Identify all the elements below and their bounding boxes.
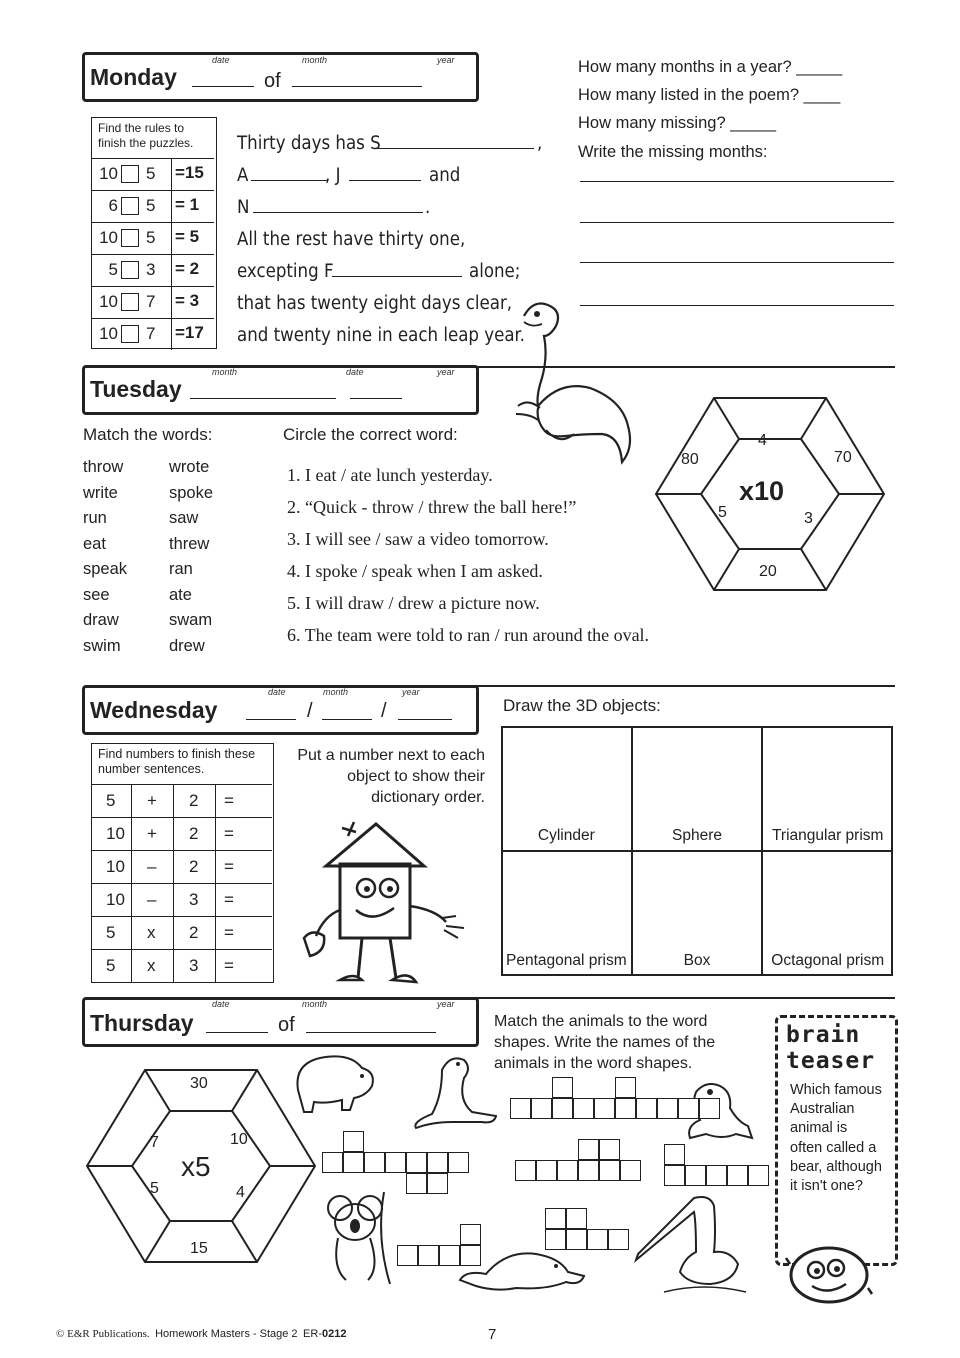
poem-line-7: and twenty nine in each leap year. xyxy=(237,325,525,346)
word-shape-letter-box[interactable] xyxy=(557,1160,578,1181)
word-shape-letter-box[interactable] xyxy=(578,1139,599,1160)
numbers-op: – xyxy=(147,857,157,876)
rules-result: = 1 xyxy=(175,195,200,214)
missing-month-line-1[interactable] xyxy=(580,181,894,182)
thursday-month-label: month xyxy=(302,999,328,1009)
word-shape-letter-box[interactable] xyxy=(578,1160,599,1181)
circle-word-sentence[interactable]: 2. “Quick - throw / threw the ball here!” xyxy=(287,497,577,517)
word-shape-letter-box[interactable] xyxy=(439,1245,460,1266)
rules-result: =17 xyxy=(175,323,204,342)
numbers-eq: = xyxy=(224,923,234,942)
numbers-b: 3 xyxy=(189,956,199,975)
numbers-op: x xyxy=(147,923,156,942)
wednesday-year-field[interactable] xyxy=(398,703,452,720)
footer-series: Homework Masters - Stage 2 xyxy=(155,1328,298,1340)
word-shape-letter-box[interactable] xyxy=(418,1245,439,1266)
numbers-op: x xyxy=(147,956,156,975)
word-shape-letter-box[interactable] xyxy=(536,1160,557,1181)
word-shape-letter-box[interactable] xyxy=(322,1152,343,1173)
word-shape-letter-box[interactable] xyxy=(599,1160,620,1181)
question-months-missing: How many missing? _____ xyxy=(578,114,777,132)
thursday-title: Thursday xyxy=(90,1010,194,1036)
match-word-right[interactable]: swam xyxy=(169,611,213,629)
word-shape-letter-box[interactable] xyxy=(427,1173,448,1194)
footer-code-prefix: ER- xyxy=(303,1328,322,1340)
monday-date-label: date xyxy=(212,55,230,65)
tuesday-hex-right-top: 70 xyxy=(834,449,852,466)
match-word-left[interactable]: eat xyxy=(83,534,106,553)
word-shape-letter-box[interactable] xyxy=(664,1165,685,1186)
numbers-op: – xyxy=(147,890,157,909)
circle-word-title: Circle the correct word: xyxy=(283,425,458,444)
numbers-a: 10 xyxy=(106,890,125,909)
poem-line-2-a: A xyxy=(237,165,249,186)
rules-operand-a: 5 xyxy=(108,260,118,279)
thursday-year-label: year xyxy=(437,999,455,1009)
word-shape-letter-box[interactable] xyxy=(699,1098,720,1119)
word-shape-letter-box[interactable] xyxy=(587,1229,608,1250)
match-word-left[interactable]: run xyxy=(83,509,107,527)
wednesday-slash-2: / xyxy=(381,700,387,722)
numbers-eq: = xyxy=(224,824,234,843)
poem-line-6: that has twenty eight days clear, xyxy=(237,293,513,314)
numbers-b: 2 xyxy=(189,791,199,810)
tuesday-hex-bottom: 20 xyxy=(759,563,777,580)
word-shape-letter-box[interactable] xyxy=(406,1173,427,1194)
thursday-date-label: date xyxy=(212,999,230,1009)
numbers-answer-field[interactable] xyxy=(240,889,268,909)
circle-word-sentence[interactable]: 1. I eat / ate lunch yesterday. xyxy=(287,465,493,485)
draw-3d-label: Cylinder xyxy=(537,827,595,844)
word-shape-letter-box[interactable] xyxy=(545,1229,566,1250)
word-shape-letter-box[interactable] xyxy=(748,1165,769,1186)
tuesday-date-field[interactable] xyxy=(350,382,402,399)
brain-teaser-title-1: brain xyxy=(786,1022,861,1048)
dictionary-instructions: Put a number next to each object to show their dictionary order. xyxy=(297,747,485,806)
word-shape-letter-box[interactable] xyxy=(364,1152,385,1173)
numbers-a: 5 xyxy=(106,791,116,810)
poem-line-2-and: and xyxy=(429,165,461,186)
word-shape-letter-box[interactable] xyxy=(566,1208,587,1229)
word-shape-letter-box[interactable] xyxy=(599,1139,620,1160)
circle-word-sentence[interactable]: 3. I will see / saw a video tomorrow. xyxy=(287,529,549,549)
wednesday-divider xyxy=(475,685,895,687)
rules-operand-b: 5 xyxy=(146,164,156,183)
word-shape-letter-box[interactable] xyxy=(531,1098,552,1119)
thursday-hex-center: x5 xyxy=(181,1151,211,1182)
rules-operand-b: 5 xyxy=(146,228,156,247)
poem-line-5-a: excepting F xyxy=(237,261,334,282)
numbers-op: + xyxy=(147,824,157,843)
page-number: 7 xyxy=(488,1326,497,1343)
poem-blank-november[interactable] xyxy=(253,212,423,213)
word-shape-letter-box[interactable] xyxy=(636,1098,657,1119)
thursday-date-field[interactable] xyxy=(206,1016,268,1033)
match-word-right[interactable]: drew xyxy=(169,636,205,655)
numbers-eq: = xyxy=(224,956,234,975)
dinosaur-illustration xyxy=(510,296,650,466)
match-words-title: Match the words: xyxy=(83,425,213,444)
word-shape-letter-box[interactable] xyxy=(573,1098,594,1119)
rules-result: =15 xyxy=(175,163,204,182)
word-shape-letter-box[interactable] xyxy=(615,1098,636,1119)
footer-copyright-text: © E&R Publications. xyxy=(56,1328,150,1340)
animals-instructions: Match the animals to the word shapes. Write the names of the animals in the word shapes. xyxy=(494,1013,716,1072)
rules-operator-box[interactable] xyxy=(121,261,139,279)
match-word-right[interactable]: ate xyxy=(169,585,192,604)
rules-operand-a: 6 xyxy=(108,196,118,215)
tuesday-hex-left: 5 xyxy=(718,504,727,521)
numbers-answer-field[interactable] xyxy=(240,790,268,810)
numbers-b: 2 xyxy=(189,923,199,942)
wombat-illustration xyxy=(290,1050,380,1116)
match-word-right[interactable]: saw xyxy=(169,509,199,527)
brain-teaser-title-2: teaser xyxy=(786,1048,876,1074)
rules-result: = 5 xyxy=(175,227,200,246)
poem-line-1: Thirty days has S xyxy=(237,133,381,154)
thursday-hex-bottom: 15 xyxy=(190,1240,208,1257)
poem xyxy=(237,128,557,352)
word-shape-letter-box[interactable] xyxy=(343,1152,364,1173)
numbers-eq: = xyxy=(224,791,234,810)
draw-3d-label: Triangular prism xyxy=(772,827,884,844)
numbers-b: 2 xyxy=(189,857,199,876)
wednesday-month-field[interactable] xyxy=(322,703,372,720)
rules-result: = 2 xyxy=(175,259,200,278)
match-word-left[interactable]: speak xyxy=(83,560,128,578)
thursday-hex-top: 30 xyxy=(190,1075,208,1092)
rules-operand-a: 10 xyxy=(99,228,118,247)
rules-operator-box[interactable] xyxy=(121,165,139,183)
thursday-hex-right-top: 10 xyxy=(230,1131,248,1148)
seal-illustration xyxy=(402,1052,502,1132)
word-shape-letter-box[interactable] xyxy=(427,1152,448,1173)
poem-line-2-j: , J xyxy=(325,165,341,186)
word-shape-letter-box[interactable] xyxy=(657,1098,678,1119)
word-shape-letter-box[interactable] xyxy=(620,1160,641,1181)
tuesday-hex-right: 3 xyxy=(804,510,813,527)
tuesday-hex-center: x10 xyxy=(739,476,785,506)
numbers-instructions: Find numbers to finish these number sentences. xyxy=(98,747,256,776)
tuesday-month-label: month xyxy=(212,367,238,377)
word-shape-letter-box[interactable] xyxy=(566,1229,587,1250)
missing-month-line-2[interactable] xyxy=(580,222,894,223)
monday-year-label: year xyxy=(437,55,455,65)
numbers-b: 2 xyxy=(189,824,199,843)
numbers-eq: = xyxy=(224,890,234,909)
draw-3d-label: Box xyxy=(683,952,711,969)
tuesday-year-label: year xyxy=(437,367,455,377)
match-word-left[interactable]: draw xyxy=(83,611,119,629)
rules-operand-a: 10 xyxy=(99,164,118,183)
thursday-month-field[interactable] xyxy=(306,1016,436,1033)
poem-blank-september[interactable] xyxy=(374,148,534,149)
word-shape-letter-box[interactable] xyxy=(343,1131,364,1152)
word-shape-letter-box[interactable] xyxy=(460,1245,481,1266)
rules-operator-box[interactable] xyxy=(121,293,139,311)
poem-line-3-stop: . xyxy=(425,197,431,218)
match-word-left[interactable]: write xyxy=(83,483,118,502)
word-shape-letter-box[interactable] xyxy=(706,1165,727,1186)
word-shape-letter-box[interactable] xyxy=(545,1208,566,1229)
word-shape-letter-box[interactable] xyxy=(406,1152,427,1173)
word-shape-letter-box[interactable] xyxy=(608,1229,629,1250)
monday-of-label: of xyxy=(264,70,281,92)
pelican-illustration xyxy=(634,1192,764,1302)
tuesday-date-label: date xyxy=(346,367,364,377)
rules-operator-box[interactable] xyxy=(121,325,139,343)
word-shape-letter-box[interactable] xyxy=(678,1098,699,1119)
draw-3d-label: Sphere xyxy=(672,827,723,844)
numbers-eq: = xyxy=(224,857,234,876)
numbers-answer-field[interactable] xyxy=(240,823,268,843)
rules-operand-a: 10 xyxy=(99,292,118,311)
draw-3d-title: Draw the 3D objects: xyxy=(503,696,661,715)
word-shape-letter-box[interactable] xyxy=(460,1224,481,1245)
monday-date-field[interactable] xyxy=(192,70,254,87)
monday-month-label: month xyxy=(302,55,328,65)
numbers-a: 5 xyxy=(106,956,116,975)
tuesday-divider xyxy=(475,366,895,368)
monday-title: Monday xyxy=(90,64,177,90)
rules-operand-b: 3 xyxy=(146,260,156,279)
numbers-b: 3 xyxy=(189,890,199,909)
circle-word-sentence[interactable]: 6. The team were told to ran / run around the oval. xyxy=(287,625,650,645)
thursday-divider xyxy=(475,997,895,999)
house-character-illustration xyxy=(296,818,486,993)
poem-blank-april[interactable] xyxy=(251,180,327,181)
tuesday-title: Tuesday xyxy=(90,376,182,402)
circle-word-sentence[interactable]: 4. I spoke / speak when I am asked. xyxy=(287,561,543,581)
numbers-a: 10 xyxy=(106,857,125,876)
rules-instructions: Find the rules to finish the puzzles. xyxy=(98,121,194,150)
footer-copyright xyxy=(56,1328,346,1340)
footer-code: 0212 xyxy=(322,1328,347,1340)
thursday-hex-right: 4 xyxy=(236,1184,245,1201)
numbers-answer-field[interactable] xyxy=(240,922,268,942)
numbers-op: + xyxy=(147,791,157,810)
word-shape-letter-box[interactable] xyxy=(448,1152,469,1173)
numbers-a: 5 xyxy=(106,923,116,942)
tuesday-hex-top: 4 xyxy=(758,432,767,449)
word-shape-letter-box[interactable] xyxy=(385,1152,406,1173)
word-shape-letter-box[interactable] xyxy=(615,1077,636,1098)
word-shape-letter-box[interactable] xyxy=(552,1077,573,1098)
rules-result: = 3 xyxy=(175,291,200,310)
rules-operand-b: 7 xyxy=(146,292,156,311)
wednesday-slash-1: / xyxy=(307,700,313,722)
rules-operator-box[interactable] xyxy=(121,229,139,247)
poem-comma: , xyxy=(537,133,543,154)
word-shape-letter-box[interactable] xyxy=(685,1165,706,1186)
wednesday-date-field[interactable] xyxy=(246,703,296,720)
tuesday-month-field[interactable] xyxy=(190,382,336,399)
missing-month-line-3[interactable] xyxy=(580,262,894,263)
wednesday-title: Wednesday xyxy=(90,697,218,723)
match-word-right[interactable]: wrote xyxy=(169,458,210,476)
koala-illustration xyxy=(310,1188,396,1284)
thursday-hex-left: 5 xyxy=(150,1180,159,1197)
thursday-of-label: of xyxy=(278,1014,295,1036)
wednesday-year-label: year xyxy=(402,687,420,697)
rules-operand-b: 5 xyxy=(146,196,156,215)
poem-blank-june[interactable] xyxy=(349,180,421,181)
word-shape-letter-box[interactable] xyxy=(515,1160,536,1181)
brain-teaser-face-icon xyxy=(786,1244,872,1306)
question-months-listed: How many listed in the poem? ____ xyxy=(578,86,841,104)
question-write-missing: Write the missing months: xyxy=(578,143,768,161)
match-word-left[interactable]: throw xyxy=(83,458,124,476)
word-shape-letter-box[interactable] xyxy=(664,1144,685,1165)
rules-operand-a: 10 xyxy=(99,324,118,343)
wednesday-month-label: month xyxy=(323,687,349,697)
poem-blank-february[interactable] xyxy=(332,276,462,277)
thursday-hex-left-top: 7 xyxy=(150,1134,159,1151)
match-word-left[interactable]: see xyxy=(83,585,110,604)
numbers-answer-field[interactable] xyxy=(240,856,268,876)
poem-line-3-n: N xyxy=(237,197,250,218)
wednesday-date-label: date xyxy=(268,687,286,697)
match-word-right[interactable]: spoke xyxy=(169,483,214,502)
match-word-left[interactable]: swim xyxy=(83,636,121,655)
match-word-right[interactable]: ran xyxy=(169,560,193,578)
word-shape-letter-box[interactable] xyxy=(510,1098,531,1119)
tuesday-hex-left-top: 80 xyxy=(681,451,699,468)
word-shape-letter-box[interactable] xyxy=(594,1098,615,1119)
word-shape-letter-box[interactable] xyxy=(727,1165,748,1186)
word-shape-letter-box[interactable] xyxy=(397,1245,418,1266)
brain-teaser-question: Which famous Australian animal is often called a bear, although it isn't one? xyxy=(790,1082,882,1195)
monday-month-field[interactable] xyxy=(292,70,422,87)
poem-line-4: All the rest have thirty one, xyxy=(237,229,466,250)
circle-word-sentence[interactable]: 5. I will draw / drew a picture now. xyxy=(287,593,540,613)
rules-operand-b: 7 xyxy=(146,324,156,343)
draw-3d-label: Octagonal prism xyxy=(771,952,885,969)
numbers-a: 10 xyxy=(106,824,125,843)
word-shape-letter-box[interactable] xyxy=(552,1098,573,1119)
match-word-right[interactable]: threw xyxy=(169,534,210,553)
poem-line-5-b: alone; xyxy=(469,261,521,282)
draw-3d-label: Pentagonal prism xyxy=(506,952,627,969)
numbers-answer-field[interactable] xyxy=(240,955,268,975)
question-months-in-year: How many months in a year? _____ xyxy=(578,58,843,76)
rules-operator-box[interactable] xyxy=(121,197,139,215)
